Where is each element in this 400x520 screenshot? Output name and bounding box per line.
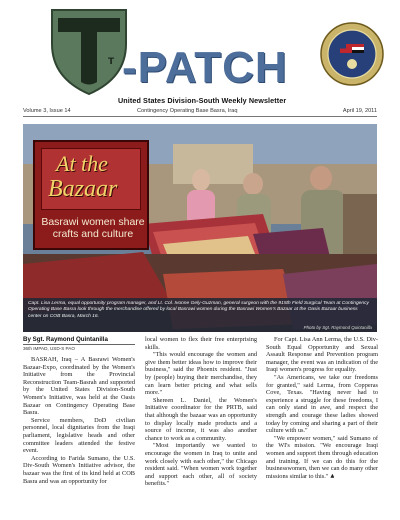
byline-unit: 36th IMPAD, USD-S PAO	[23, 346, 75, 351]
paragraph	[266, 435, 378, 481]
svg-text:T: T	[108, 57, 115, 67]
cover-photo	[23, 124, 377, 332]
paragraph: According to Farida Sumano, the U.S. Div-South Women's Initiative advisor, the bazaar was the first of its kind held at COB Basra and was an opportunity for	[23, 454, 135, 485]
paragraph: local women to flex their free enterprising skills.	[145, 336, 257, 351]
t-patch-shield-icon	[48, 4, 130, 96]
bazaar-title-panel	[41, 148, 141, 210]
photo-credit: Photo by Sgt. Raymond Quintanilla	[303, 325, 372, 330]
issue-info-bar	[23, 107, 377, 117]
byline-author: By Sgt. Raymond Quintanilla	[23, 336, 135, 345]
bazaar-subtitle: Basrawi women share crafts and culture	[41, 216, 145, 240]
paragraph: BASRAH, Iraq – A Basrawi Women's Bazaar-Expo, coordinated by the Women's Initiative from the Provincial Reconstruction Team-Basrah and supported by the United States Division-South Women's Initiative, was held at the Oasis Bazaar on Contingency Operating Base Basra.	[23, 356, 135, 417]
paragraph: Service members, DoD civilian personnel, local dignitaries from the Iraqi parliament, legislative heads and other committee leaders attended the festive event.	[23, 416, 135, 455]
masthead	[0, 0, 400, 105]
photo-caption: Capt. Lisa Lerma, equal opportunity program manager, and Lt. Col. Ivonne Gely-Guzman, general surgeon with the 915th Field Surgical Team at Contingency Operating Base Basra look through the merchandise offered by local Basrawi women during the Basrawi Women's Bazaar at the Oasis Bazaar business center on COB Basra, March 16.	[28, 301, 369, 319]
division-seal-icon	[320, 22, 384, 86]
paragraph: "Most importantly we wanted to encourage the women in Iraq to unite and work closely with each other," the Chicago resident said. "When women work together and support each other, all of society benefits."	[145, 442, 257, 488]
end-of-story-icon	[330, 474, 334, 478]
issue-volume: Volume 3, Issue 14	[23, 108, 71, 114]
paragraph: Shereen L. Daniel, the Women's Initiative coordinator for the PRTB, said that although the bazaar was an opportunity to display locally made products and a source of income, it was also another chance to work as a community.	[145, 396, 257, 442]
article-column-2	[145, 336, 257, 488]
paragraph-text: "We empower women," said Sumano of the WI's mission. "We encourage Iraqi women and support them through education and training. If we can do this for the businesswomen, then we can do many other missions similar to this."	[266, 434, 378, 480]
article-column-1	[23, 356, 135, 485]
issue-location: Contingency Operating Base Basra, Iraq	[137, 108, 238, 114]
issue-date: April 19, 2011	[342, 108, 377, 114]
paragraph: For Capt. Lisa Ann Lerma, the U.S. Div-South Equal Opportunity and Sexual Assault Response and Prevention program manager, the event was an indication of the Iraqi women's progress for equality.	[266, 336, 378, 374]
photo-caption-bar	[23, 298, 377, 332]
paragraph: "This would encourage the women and give them better ideas how to improve their business," said the Phoenix resident. "Just by (people) buying their merchandise, they can learn better pricing and what sells more."	[145, 351, 257, 397]
bazaar-title-line2: Bazaar	[48, 176, 118, 202]
masthead-title: -PATCH	[122, 43, 288, 92]
article-column-3	[266, 336, 378, 480]
bazaar-title-box	[33, 140, 149, 250]
bazaar-title-line1: At the	[56, 151, 108, 176]
newsletter-subtitle: United States Division-South Weekly Newsletter	[118, 96, 287, 105]
paragraph: "As Americans, we take our freedoms for granted," said Lerma, from Copperas Cove, Texas. "Having never had to experience a struggle for these freedoms, I can only stand in awe, and respect the strength and courage these ladies showed today by coming and sharing a part of their culture with us."	[266, 373, 378, 435]
article-byline	[23, 336, 135, 351]
